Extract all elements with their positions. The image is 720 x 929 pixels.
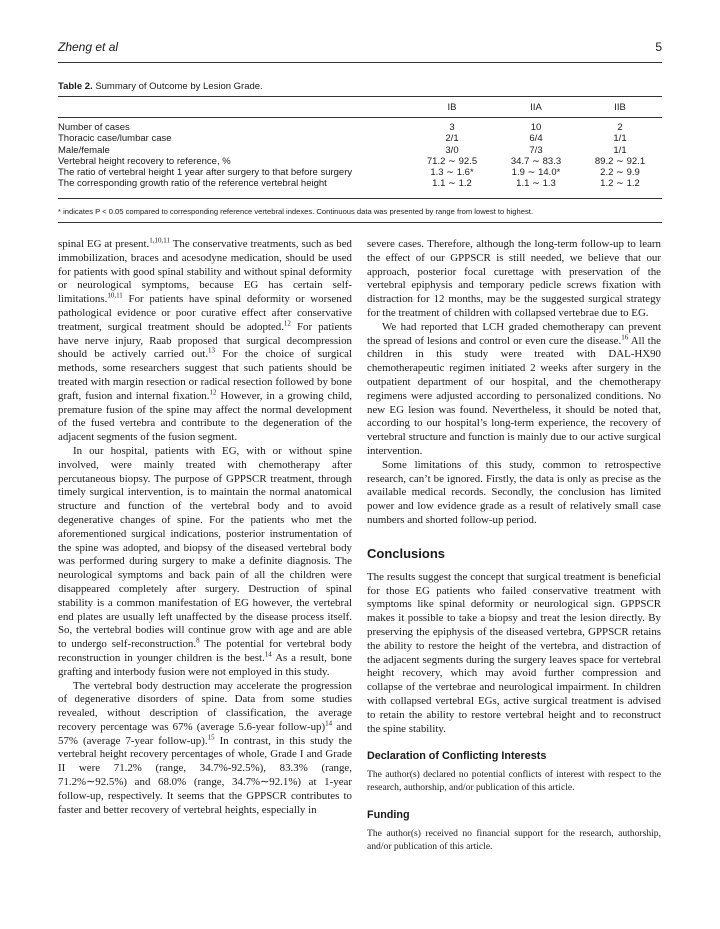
citation: 14: [325, 719, 333, 728]
conclusions-paragraph: The results suggest the concept that surgical treatment is beneficial for those EG patients who failed conservative treatment with symptoms like spinal deformity or neurological sign. GPPSCR makes it possible to take a biopsy and treat the lesion directly. By preserving the epiphysis of the diseased vertebra, GPPSCR retains the ability to restore the height of the vertebra, and distraction of the adjacent segments during the surgery leaves space for vertebral height recovery, which may avoid further compression and collapse of the vertebrae and neurological impairment. In children with collapsed vertebral EGs, active surgical treatment is advised to retain the ability to restore vertebral height and to reconstruct the spine stability.: [367, 570, 661, 735]
table-row: [58, 167, 662, 178]
left-column: [58, 238, 352, 817]
table-cell: 10: [530, 122, 542, 133]
table-cell: 2.2 ∼ 9.9: [600, 167, 640, 179]
text-run: However, in a growing child, premature fusion of the spine may affect the normal development of the fused vertebra and contribute to the degeneration of the adjacent segments of the fusion segment.: [58, 389, 352, 444]
citation: 14: [264, 650, 272, 659]
running-head-author: Zheng et al: [58, 40, 119, 54]
text-run: For the choice of surgical methods, some researchers suggest that such patients should be treated with margin resection or radical resection followed by bone graft, fusion and internal fixation.: [58, 348, 352, 402]
text-run: and 57% (average 7-year follow-up).: [58, 720, 352, 747]
citation: 10,11: [107, 291, 123, 300]
body-paragraph: Some limitations of this study, common to retrospective research, can’t be ignored. Firstly, the data is only as precise as the available medical records. Secondly, the conclusion has limited power and low evidence grade as a result of relatively small case numbers and shorted follow-up period.: [367, 458, 661, 526]
body-paragraph: [58, 680, 352, 818]
table-row-label: Male/female: [58, 144, 110, 156]
text-run: spinal EG at present.: [58, 238, 150, 250]
text-run: In contrast, in this study the vertebral height recovery percentages of whole, Grade I and Grade II were 71.2% (range, 34.7%-92.5%), 83.3% (range, 71.2%∼92.5%) and 68.0% (range, 34.7%∼92.1%) at 1-year follow-up, respectively. It seems that the GPPSCR contributes to faster and better recovery of vertebral heights, especially in: [58, 734, 352, 816]
conflicts-paragraph: The author(s) declared no potential conflicts of interest with respect to the research, authorship, and/or publication of this article.: [367, 769, 661, 794]
text-run: In our hospital, patients with EG, with or without spine involved, were mainly treated with chemotherapy after percutaneous biopsy. The purpose of GPPSCR treatment, through timely surgical intervention, is to maintain the normal anatomical structure and function of the vertebral body and to avoid degenerative changes of spine. For the patients who met the aforementioned surgical indications, posterior instrumentation of the spine was adopted, and biopsy of the diseased vertebral body was performed during surgery to make a definite diagnosis. The neurological symptoms and back pain of all the children were disappeared completely after surgery. Destruction of spinal stability is a common manifestation of EG however, the vertebral end plates are usually left unaffected by the disease process itself. So, the vertebral bodies will continue grow with age and are able to undergo self-reconstruction.: [58, 444, 352, 651]
table-cell: 2/1: [445, 133, 459, 145]
table-row-label: The corresponding growth ratio of the reference vertebral height: [58, 178, 327, 190]
table-row-label: The ratio of vertebral height 1 year after surgery to that before surgery: [58, 167, 353, 179]
table-cell: 3: [449, 122, 455, 133]
table-cell: 2: [617, 122, 623, 133]
table-row: [58, 156, 662, 167]
text-run: The vertebral body destruction may accelerate the progression of degenerative disorders of spine. Data from some studies revealed, without description of classification, the average recovery percentage was 67% (average 5.6-year follow-up): [58, 679, 352, 733]
text-run: All the children in this study were treated with DAL-HX90 chemotherapeutic regimen initiated 2 weeks after surgery in the outpatient department of our hospital, and the chemotherapy regimens were adjusted according to personalized conditions. No new EG lesion was found. Nevertheless, it should be noted that, according to our hospital’s long-term experience, the recovery of vertebral structure and function is mainly due to our active surgical intervention.: [367, 334, 661, 457]
table-row: [58, 178, 662, 189]
text-run: For patients have nerve injury, Raab proposed that surgical decompression should be actively carried out.: [58, 320, 352, 361]
text-run: As a result, bone grafting and interbody fusion were not employed in this study.: [58, 651, 352, 678]
table-caption-text: Summary of Outcome by Lesion Grade.: [95, 81, 263, 92]
table-cell: 34.7 ∼ 83.3: [510, 155, 562, 167]
citation: 1,10,11: [149, 236, 171, 245]
running-header: [58, 40, 662, 58]
table-bottom-rule: [58, 198, 662, 199]
text-run: The conservative treatments, such as bed immobilization, braces and acesodyne medication, should be used for patients with good spinal stability and without spinal deformity or neurological symptoms, because EG has certain self-limitations.: [58, 238, 353, 306]
page-number: 5: [655, 40, 662, 54]
table-row-label: Vertebral height recovery to reference, %: [58, 155, 231, 167]
citation: 13: [208, 346, 216, 355]
table-cell: 1.1 ∼ 1.2: [432, 178, 472, 190]
text-run: The potential for vertebral body reconstruction in younger children is the best.: [58, 638, 352, 664]
table-cell: 89.2 ∼ 92.1: [594, 155, 646, 167]
table-caption-label: Table 2.: [58, 81, 93, 92]
citation: 12: [209, 388, 217, 397]
table-cell: 1.9 ∼ 14.0*: [511, 167, 561, 179]
table-col-header: IIA: [530, 101, 542, 113]
body-paragraph: [367, 321, 661, 459]
section-heading-conclusions: Conclusions: [367, 545, 446, 561]
table-cell: 71.2 ∼ 92.5: [426, 155, 478, 167]
table-footnote: * indicates P < 0.05 compared to corresponding reference vertebral indexes. Continuous data was presented by range from lowest to highest.: [58, 207, 533, 216]
citation: 12: [283, 319, 291, 328]
header-rule: [58, 62, 662, 63]
text-run: For patients have spinal deformity or worsened pathological evidence or poor curative effect after conservative treatment, surgical treatment should be adopted.: [58, 293, 352, 333]
text-run: We had reported that LCH graded chemotherapy can prevent the spread of lesions and control or even cure the disease.: [367, 320, 661, 347]
body-paragraph: severe cases. Therefore, although the long-term follow-up to learn the effect of our GPPSCR is still needed, we believe that our approach, posterior focal curettage with preservation of the vertebral epiphysis and temporary pedicle screws fixation with distraction for 12 months, may be the suggested surgical strategy for the treatment of children with collapsed vertebrae due to EG.: [367, 238, 661, 319]
table-cell: 1.3 ∼ 1.6*: [430, 167, 474, 179]
outcome-table: [58, 97, 662, 190]
table-cell: 3/0: [445, 144, 459, 156]
table-col-header: IB: [447, 101, 457, 113]
table-col-header: IIB: [614, 101, 626, 113]
table-cell: 1/1: [613, 133, 627, 145]
table-row: [58, 117, 662, 133]
table-row: [58, 145, 662, 156]
table-header-blank: [58, 97, 410, 117]
body-paragraph: [58, 238, 352, 445]
funding-paragraph: The author(s) received no financial support for the research, authorship, and/or publication of this article.: [367, 827, 661, 852]
table-cell: 1.1 ∼ 1.3: [516, 178, 556, 190]
section-heading-funding: Funding: [367, 808, 410, 821]
section-heading-conflicts: Declaration of Conflicting Interests: [367, 750, 547, 763]
table-cell: 1/1: [613, 144, 627, 156]
table-caption: [58, 81, 263, 92]
table-header-row: [58, 97, 662, 117]
citation: 8: [196, 636, 200, 645]
citation: 16: [621, 332, 629, 341]
citation: 15: [207, 733, 215, 742]
right-column: [367, 238, 661, 853]
footnote-rule: [58, 222, 662, 223]
table-row-label: Number of cases: [58, 122, 130, 133]
table-row-label: Thoracic case/lumbar case: [58, 133, 172, 145]
table-cell: 1.2 ∼ 1.2: [600, 178, 640, 190]
body-paragraph: [58, 445, 352, 680]
table-cell: 7/3: [529, 144, 543, 156]
table-row: [58, 133, 662, 144]
table-cell: 6/4: [529, 133, 543, 145]
